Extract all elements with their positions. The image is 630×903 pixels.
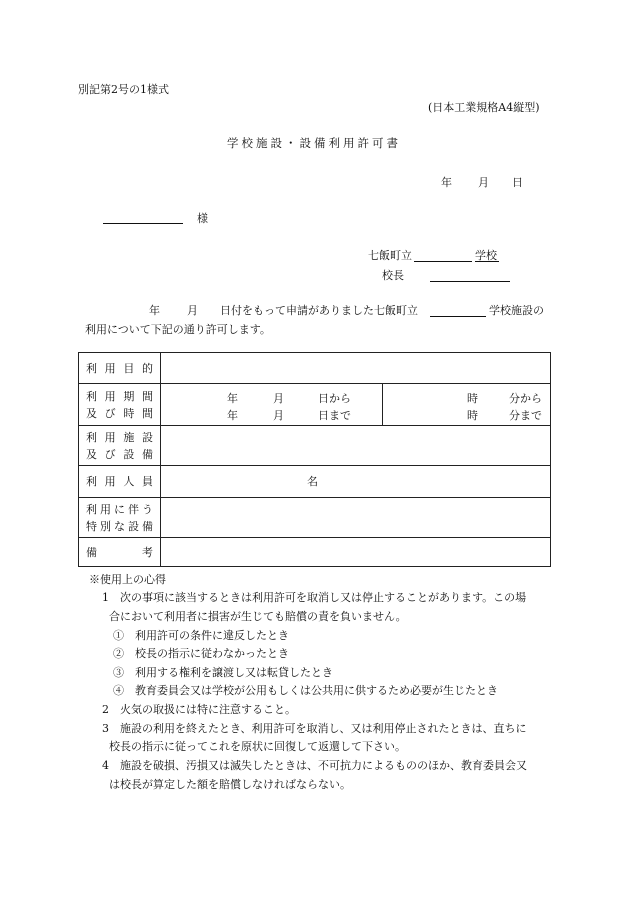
purpose-label: 利用目的: [79, 353, 161, 384]
body-school-line[interactable]: [430, 316, 486, 317]
note-1-sub2: ② 校長の指示に従わなかったとき: [113, 647, 289, 660]
principal-name-line[interactable]: [430, 281, 510, 282]
body-line2: 利用について下記の通り許可します。: [85, 323, 271, 336]
school-name-line[interactable]: [414, 261, 472, 262]
document-title: 学校施設・設備利用許可書: [227, 136, 401, 150]
date-month: 月: [478, 176, 489, 189]
school-underline: [475, 261, 499, 262]
period-times[interactable]: 時 分から 時 分まで: [383, 384, 551, 426]
issuer-town: 七飯町立: [368, 249, 412, 262]
body-year: 年: [149, 304, 160, 317]
issuer-school: 学校: [475, 249, 497, 262]
addressee-suffix: 様: [197, 212, 208, 225]
note-4-line2: は校長が算定した額を賠償しなければならない。: [109, 778, 351, 791]
people-value[interactable]: [161, 466, 551, 498]
note-1-line1: 1 次の事項に該当するときは利用許可を取消し又は停止することがあります。この場: [102, 591, 527, 604]
facility-label: 利用施設 及び設備: [79, 426, 161, 466]
special-label: 利用に伴う 特別な設備: [79, 498, 161, 538]
body-month: 月: [187, 304, 198, 317]
period-dates[interactable]: 年 月 日から 年 月 日まで: [161, 384, 383, 426]
date-day: 日: [512, 176, 523, 189]
note-3-line2: 校長の指示に従ってこれを原状に回復して返還して下さい。: [109, 740, 406, 753]
date-year: 年: [441, 176, 452, 189]
form-number: 別記第2号の1様式: [78, 83, 169, 96]
note-1-sub1: ① 利用許可の条件に違反したとき: [113, 629, 289, 642]
row-period: [79, 384, 551, 426]
special-value[interactable]: [161, 498, 551, 538]
row-people: [79, 466, 551, 498]
row-special: [79, 498, 551, 538]
permit-table: [78, 352, 551, 567]
addressee-line[interactable]: [103, 223, 183, 224]
row-facility: [79, 426, 551, 466]
note-1-sub3: ③ 利用する権利を譲渡し又は転貸したとき: [113, 666, 333, 679]
note-4-line1: 4 施設を破損、汚損又は滅失したときは、不可抗力によるもののほか、教育委員会又: [102, 759, 527, 772]
notes-heading: ※使用上の心得: [89, 573, 166, 586]
remarks-value[interactable]: [161, 538, 551, 567]
people-label: 利用人員: [79, 466, 161, 498]
period-label: 利用期間 及び時間: [79, 384, 161, 426]
note-3-line1: 3 施設の利用を終えたとき、利用許可を取消し、又は利用停止されたときは、直ちに: [102, 722, 527, 735]
body-line1-b: 学校施設の: [489, 304, 544, 317]
note-1-sub4: ④ 教育委員会又は学校が公用もしくは公共用に供するため必要が生じたとき: [113, 684, 498, 697]
issuer-principal: 校長: [382, 269, 404, 282]
note-2: 2 火気の取扱には特に注意すること。: [102, 703, 296, 716]
row-purpose: [79, 353, 551, 384]
remarks-label: 備考: [79, 538, 161, 567]
paper-spec: (日本工業規格A4縦型): [428, 101, 540, 114]
row-remarks: [79, 538, 551, 567]
note-1-line2: 合において利用者に損害が生じても賠償の責を負いません。: [109, 610, 407, 623]
purpose-value[interactable]: [161, 353, 551, 384]
body-line1-a: 日付をもって申請がありました七飯町立: [220, 304, 418, 317]
people-unit: 名: [307, 475, 318, 488]
facility-value[interactable]: [161, 426, 551, 466]
